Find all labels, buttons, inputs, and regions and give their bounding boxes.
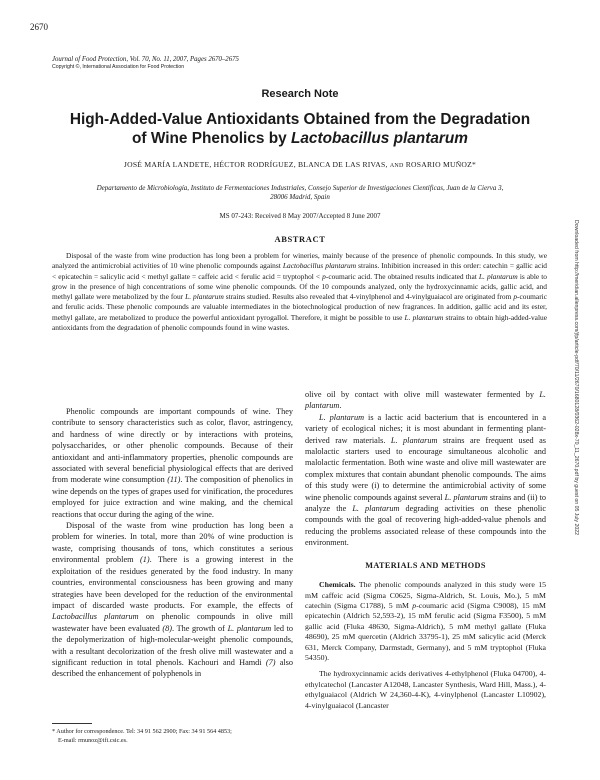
text-seg: -coumaric acid (Sigma C9008), 15 mM epicatechin (Aldrich 52,593-2), 15 mM ferulic acid (Sigma F3500), 5 mM gallic acid (Fluka 48630, Sigma-Aldrich), 5 mM methyl gallate (Fluka 48690), 25 mM quercetin (Aldrich 33795-1), 25 mM salicylic acid (Merck 631, Merck Company, Darmstadt, Germany), and 5 mM tryptophol (Fluka 54350). [305, 600, 546, 662]
copyright-line: Copyright ©, International Association for Food Protection [52, 64, 185, 70]
intro-paragraph-3 [305, 412, 546, 549]
correspondence-footnote [52, 728, 293, 745]
title-line-1: High-Added-Value Antioxidants Obtained from the Degradation [69, 111, 531, 128]
abstract-italic: L. plantarum [185, 292, 224, 302]
species-name: Lactobacillus plantarum [52, 612, 139, 622]
text-seg: The phenolic compounds analyzed in this study were 15 mM caffeic acid (Sigma C0625, Sigma-Aldrich, St. Louis, Mo.), 5 mM catechin (Sigma C1788), 5 mM [305, 580, 546, 610]
text-seg: degrading activities on these phenolic compounds with the goal of recovering high-added-value phenols and reducing the problems associated release of these compounds into the environment. [305, 504, 546, 548]
species-name: L. plantarum [227, 623, 272, 633]
abstract-seg: Disposal of the waste from wine production has long been a problem for wineries, mainly because of the presence of phenolic compounds. In this study, we analyzed the antimicrobial activities of 10 wine phenolic compounds against [52, 251, 547, 271]
abstract-seg: -coumaric acid. The obtained results indicated that [325, 271, 479, 281]
derivatives-paragraph: The hydroxycinnamic acids derivatives 4-ethylphenol (Fluka 04700), 4-ethylcatechol (Lancaster A12048, Lancaster Synthesis, Ward Hill, Mass.), 4-ethylguaiacol (Aldrich W 24,360-4-K), 4-vinylphenol (Lancaster L10902), 4-vinylguaiacol (Lancaster [305, 669, 546, 710]
text-seg: also described the enhancement of polyphenols in [52, 657, 293, 679]
text-seg: olive oil by contact with olive mill wastewater fermented by [305, 390, 540, 399]
affiliation-line-1: Departamento de Microbiología, Instituto de Fermentaciones Industriales, Consejo Superior de Investigaciones Científicas, Juan de la Cierva 3, [96, 184, 504, 192]
footnote-line-1: * Author for correspondence. Tel: 34 91 562 2900; Fax: 34 91 564 4853; [52, 728, 232, 735]
left-column [52, 406, 293, 680]
text-seg: is a lactic acid bacterium that is encountered in a variety of ecological niches; it is most abundant in fermenting plant-derived raw materials. [305, 412, 547, 445]
journal-citation: Journal of Food Protection, Vol. 70, No. 11, 2007, Pages 2670–2675 [52, 56, 239, 63]
manuscript-dates: MS 07-243: Received 8 May 2007/Accepted 8 June 2007 [219, 212, 381, 220]
abstract-seg: strains. Inhibition increased in this order: catechin = gallic acid < epicatechin = salicylic acid < methyl gallate = caffeic acid < ferulic acid = tryptophol < [52, 261, 547, 281]
chemicals-paragraph [305, 580, 546, 663]
methods-heading: MATERIALS AND METHODS [365, 560, 486, 570]
abstract-seg: is able to grow in the presence of high concentrations of some wine phenolic compounds. Of the 10 compounds analyzed, only the hydroxycinnamic acids, gallic acid, and methyl gallate were metabolized by the four [52, 271, 548, 302]
italic-prefix: p [412, 600, 417, 610]
author-list [40, 160, 560, 169]
abstract-seg: strains studied. Results also revealed that 4-vinylphenol and 4-vinylguaiacol are originated from [223, 292, 514, 302]
text-seg: . The composition of phenolics in wine depends on the types of grapes used for vinification, the procedures employed for juice extraction and wine making, and the chemical reactions that occur during the aging of the wine. [52, 475, 294, 519]
citation-ref: (1) [139, 555, 150, 565]
text-seg: . There is a growing interest in the exploitation of the residues generated by the food industry. In many countries, environmental consciousness has been growing and many strategies have been developed for the reduction of the environmental impact of discarded waste products. For example, the effects of [52, 555, 293, 610]
download-watermark: Downloaded from http://meridian.allenpress.com/jfp/article-pdf/70/11/2670/1680128/0362-028x-70_11_2670.pdf by guest on 05 July 2022 [573, 220, 579, 536]
abstract-text [52, 251, 547, 333]
text-seg: Phenolic compounds are important compounds of wine. They contribute to sensory characteristics such as color, flavor, astringency, and hardness of wine directly or by interactions with proteins, polysaccharides, or other phenolic compounds. Because of their antioxidant and anti-inflammatory properties, phenolic compounds are associated with several beneficial physiological effects that are derived from moderate wine consumption [52, 407, 293, 485]
abstract-seg: -coumaric and ferulic acids. These phenolic compounds are valuable intermediates in the biotechnological production of new fragrances. In addition, gallic acid and its ester, methyl gallate, are metabolized to produce the powerful antioxidant pyrogallol. Therefore, it might be possible to use [52, 292, 547, 322]
abstract-italic: L. plantarum [404, 312, 444, 322]
citation-ref: (8) [162, 623, 173, 633]
species-name: L. plantarum [352, 504, 400, 514]
text-seg: on phenolic compounds in olive mill wastewater have been evaluated [52, 612, 294, 633]
species-name: L. plantarum [390, 435, 438, 445]
species-name: L. plantarum [305, 390, 546, 411]
abstract-heading: ABSTRACT [274, 234, 326, 244]
title-species: Lactobacillus plantarum [290, 130, 468, 147]
right-column [305, 389, 546, 711]
title-line-2: of Wine Phenolics by [132, 130, 291, 147]
article-title [40, 110, 560, 148]
affiliation-line-2: 28006 Madrid, Spain [270, 193, 330, 202]
author-last: ROSARIO MUÑOZ* [405, 160, 477, 169]
footnote-rule [52, 723, 92, 724]
page-number: 2670 [30, 22, 48, 32]
text-seg: led to the depolymerization of high-molecular-weight phenolic compounds, with a resultant decolorization of the fresh olive mill wastewater and a significant reduction in total phenols. Kachouri and Hamdi [52, 623, 294, 667]
author-names: JOSÉ MARÍA LANDETE, HÉCTOR RODRÍGUEZ, BLANCA DE LAS RIVAS, [123, 160, 388, 169]
text-seg: . [339, 401, 342, 411]
abstract-italic: L. plantarum [478, 271, 518, 281]
abstract-seg: strains to obtain high-added-value antioxidants from the degradation of phenolic compounds found in wine wastes. [52, 312, 547, 333]
affiliation [70, 184, 530, 203]
text-seg: . The growth of [172, 623, 228, 633]
text-seg: strains and (ii) to analyze the [305, 492, 547, 514]
abstract-italic: Lactobacillus plantarum [282, 261, 357, 271]
citation-ref: (7) [265, 657, 276, 667]
continued-paragraph [305, 389, 546, 412]
abstract-italic: p [513, 292, 518, 302]
intro-paragraph-1 [52, 406, 293, 520]
abstract-italic: p [322, 271, 326, 281]
subsection-label: Chemicals. [319, 580, 356, 590]
text-seg: Disposal of the waste from wine production has long been a problem for wineries. In total, more than 20% of wine production is waste, comprising thousands of tons, which constitutes a serious environmental problem [52, 521, 293, 565]
author-and: AND [389, 163, 404, 169]
footnote-line-2: E-mail: rmunoz@ifi.csic.es. [58, 736, 128, 744]
species-name: L. plantarum [319, 412, 365, 422]
species-name: L. plantarum [444, 492, 488, 502]
text-seg: strains are frequent used as malolactic starters used to encourage simultaneous alcoholic and malolactic fermentation. Both wine waste and olive mill wastewater are complex mixtures that contain abundant phenolic compounds. The aims of this study were (i) to determine the antimicrobial activity of some wine phenolic compounds against several [305, 435, 547, 502]
intro-paragraph-2 [52, 520, 293, 680]
citation-ref: (11) [167, 475, 181, 485]
section-label: Research Note [261, 88, 339, 100]
